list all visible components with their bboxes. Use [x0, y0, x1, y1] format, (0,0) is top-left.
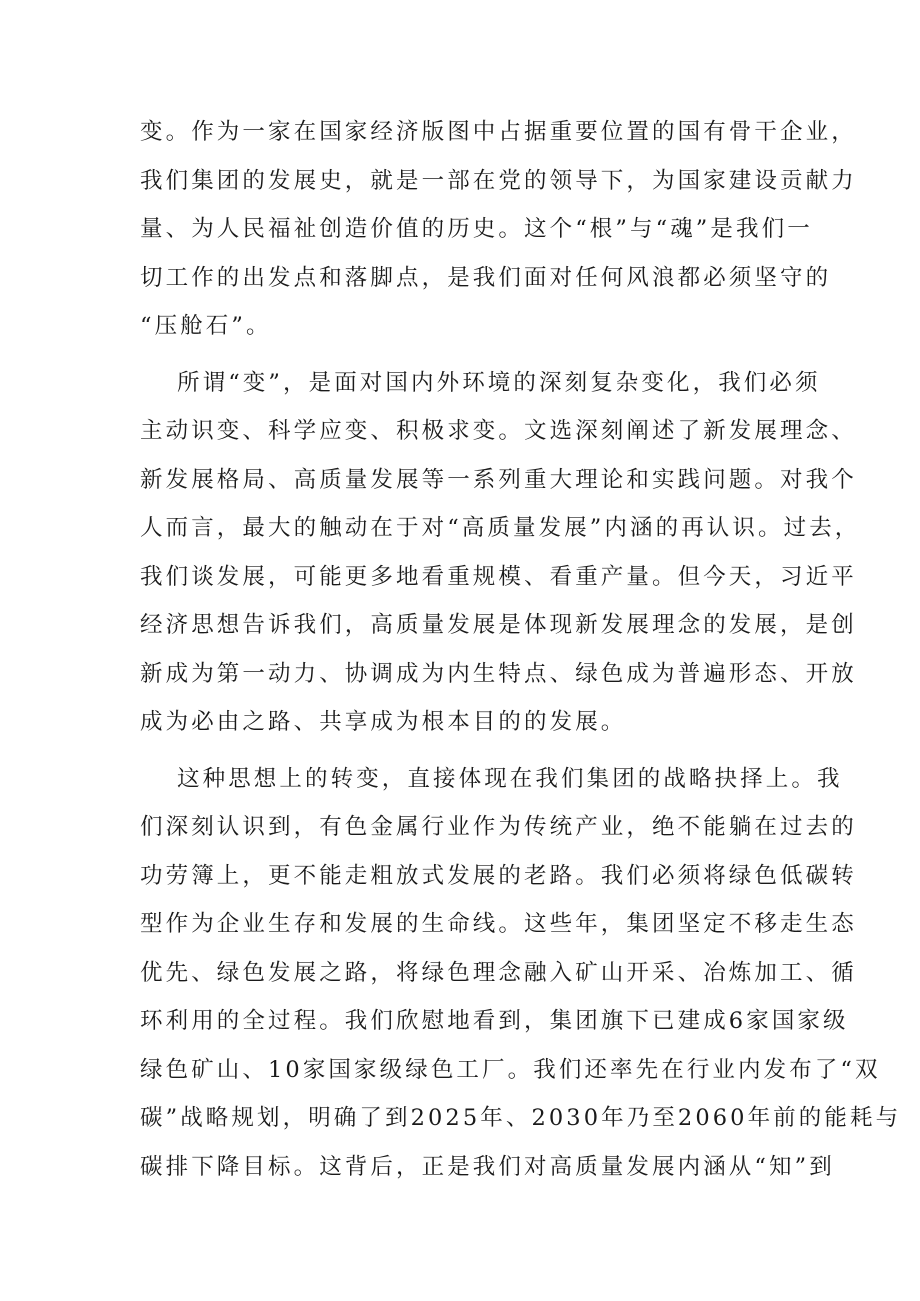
paragraph-first-line: 这种思想上的转变，直接体现在我们集团的战略抉择上。我	[177, 765, 843, 792]
text-line: 碳”战略规划，明确了到2025年、2030年乃至2060年前的能耗与	[140, 1105, 902, 1131]
text-line: 量、为人民福祉创造价值的历史。这个“根”与“魂”是我们一	[140, 216, 813, 242]
text-line: 变。作为一家在国家经济版图中占据重要位置的国有骨干企业，	[140, 119, 857, 145]
paragraph-first-line: 所谓“变”，是面对国内外环境的深刻复杂变化，我们必须	[177, 369, 821, 396]
text-line: 经济思想告诉我们，高质量发展是体现新发展理念的发展，是创	[140, 612, 857, 638]
text-line: 我们集团的发展史，就是一部在党的领导下，为国家建设贡献力	[140, 167, 857, 194]
text-line: 碳排下降目标。这背后，正是我们对高质量发展内涵从“知”到	[140, 1153, 835, 1180]
text-line: 成为必由之路、共享成为根本目的的发展。	[140, 709, 627, 735]
text-line: 功劳簿上，更不能走粗放式发展的老路。我们必须将绿色低碳转	[140, 862, 857, 889]
text-line: 新成为第一动力、协调成为内生特点、绿色成为普遍形态、开放	[140, 660, 857, 687]
text-line: 型作为企业生存和发展的生命线。这些年，集团坚定不移走生态	[140, 911, 857, 937]
text-line: 主动识变、科学应变、积极求变。文选深刻阐述了新发展理念、	[140, 418, 857, 444]
text-line: 们深刻认识到，有色金属行业作为传统产业，绝不能躺在过去的	[140, 814, 857, 840]
text-line: 绿色矿山、10家国家级绿色工厂。我们还率先在行业内发布了“双	[140, 1056, 881, 1083]
text-line: 新发展格局、高质量发展等一系列重大理论和实践问题。对我个	[140, 466, 857, 493]
text-line: 环利用的全过程。我们欣慰地看到，集团旗下已建成6家国家级	[140, 1008, 849, 1034]
document-body	[140, 108, 902, 1191]
text-line: 我们谈发展，可能更多地看重规模、看重产量。但今天，习近平	[140, 563, 857, 590]
text-line: “压舱石”。	[140, 313, 272, 339]
text-line: 优先、绿色发展之路，将绿色理念融入矿山开采、冶炼加工、循	[140, 959, 857, 986]
text-line: 人而言，最大的触动在于对“高质量发展”内涵的再认识。过去，	[140, 515, 861, 541]
text-line: 切工作的出发点和落脚点，是我们面对任何风浪都必须坚守的	[140, 264, 832, 291]
